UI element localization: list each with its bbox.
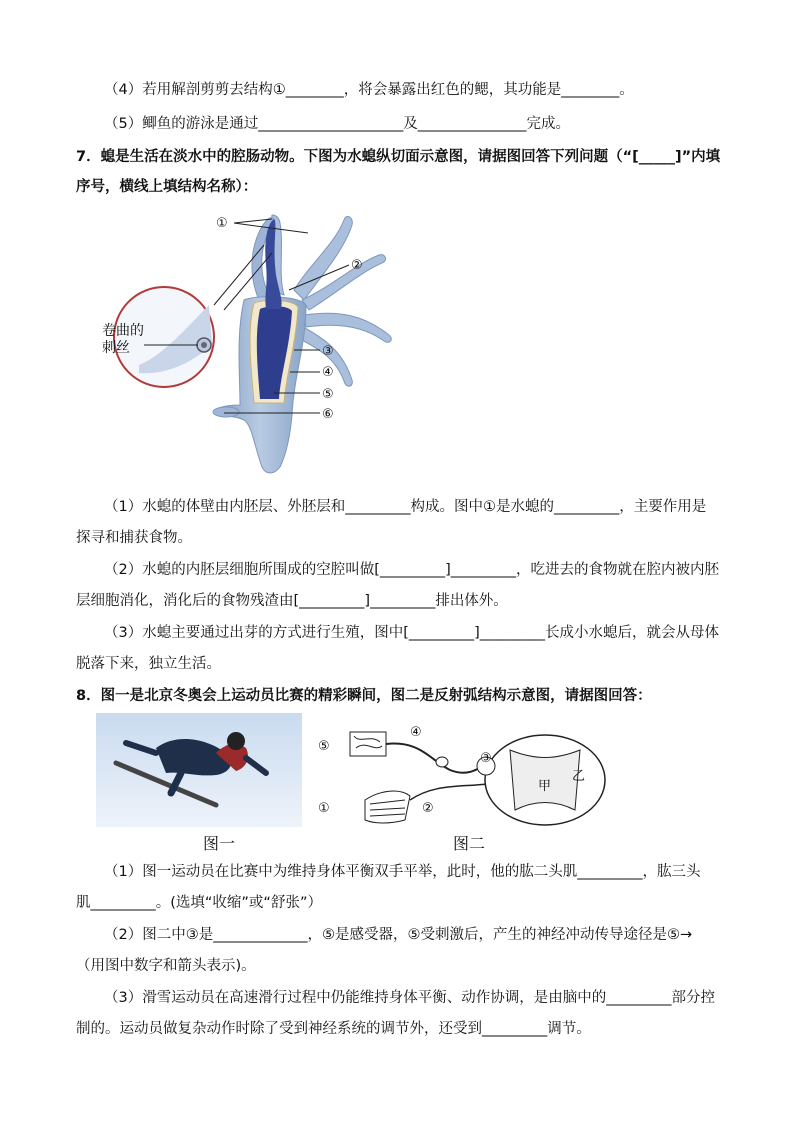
reflex-arc-diagram <box>310 720 610 840</box>
q7-part2-line2: 层细胞消化，消化后的食物残渣由[_________]_________排出体外。 <box>76 593 508 609</box>
q7-part3-line2: 脱落下来，独立生活。 <box>76 656 221 672</box>
q8-part3-line2: 制的。运动员做复杂动作时除了受到神经系统的调节外，还受到_________调节。 <box>76 1021 591 1037</box>
q8-part1-line1: （1）图一运动员在比赛中为维持身体平衡双手平举，此时，他的肱二头肌_________，肱三头 <box>104 864 701 880</box>
q8-part2-line1: （2）图二中③是_____________，⑤是感受器，⑤受刺激后，产生的神经冲动传导途径是⑤→ <box>104 927 693 943</box>
hydra-side-label-2: 刺丝 <box>102 340 130 356</box>
figure-one-photo <box>96 713 302 827</box>
q7-part3-line1: （3）水螅主要通过出芽的方式进行生殖，图中[_________]_________长成小水螅后，就会从母体 <box>104 625 720 641</box>
q7-part1-line2: 探寻和捕获食物。 <box>76 530 192 546</box>
figure-two-caption: 图二 <box>453 834 486 853</box>
hydra-label-4: ④ <box>322 365 334 380</box>
q7-stem-line1: 7．螅是生活在淡水中的腔肠动物。下图为水螅纵切面示意图，请据图回答下列问题（“[_____]”内填 <box>76 149 721 165</box>
q7-part1-line1: （1）水螅的体壁由内胚层、外胚层和_________构成。图中①是水螅的_________，主要作用是 <box>104 499 707 515</box>
reflex-label-5: ⑤ <box>318 739 330 754</box>
reflex-label-jia: 甲 <box>538 779 552 794</box>
snowboarder-illustration <box>96 713 302 827</box>
q6-part5: （5）鲫鱼的游泳是通过____________________及_______________完成。 <box>104 116 570 132</box>
q6-part4: （4）若用解剖剪剪去结构①________，将会暴露出红色的鳃，其功能是________。 <box>104 82 634 98</box>
hydra-label-5: ⑤ <box>322 387 334 402</box>
hydra-label-3: ③ <box>322 344 334 359</box>
q8-part3-line1: （3）滑雪运动员在高速滑行过程中仍能维持身体平衡、动作协调，是由脑中的_________部分控 <box>104 990 715 1006</box>
q8-stem: 8．图一是北京冬奥会上运动员比赛的精彩瞬间，图二是反射弧结构示意图，请据图回答： <box>76 688 652 704</box>
hydra-label-6: ⑥ <box>322 407 334 422</box>
figure-one-caption: 图一 <box>203 834 236 853</box>
hydra-side-label-1: 卷曲的 <box>102 323 144 339</box>
hydra-label-1: ① <box>216 216 228 231</box>
q8-part1-line2: 肌_________。(选填“收缩”或“舒张”） <box>76 895 322 911</box>
reflex-label-1: ① <box>318 801 330 816</box>
q7-part2-line1: （2）水螅的内胚层细胞所围成的空腔叫做[_________]_________，吃进去的食物就在腔内被内胚 <box>104 562 720 578</box>
q8-part2-line2: （用图中数字和箭头表示)。 <box>76 958 256 974</box>
hydra-label-2: ② <box>351 258 363 273</box>
reflex-label-4: ④ <box>410 725 422 740</box>
hydra-diagram <box>94 205 414 495</box>
reflex-label-3: ③ <box>480 751 492 766</box>
q7-stem-line2: 序号，横线上填结构名称）： <box>76 179 258 195</box>
reflex-label-2: ② <box>422 801 434 816</box>
reflex-label-yi: 乙 <box>572 769 586 784</box>
